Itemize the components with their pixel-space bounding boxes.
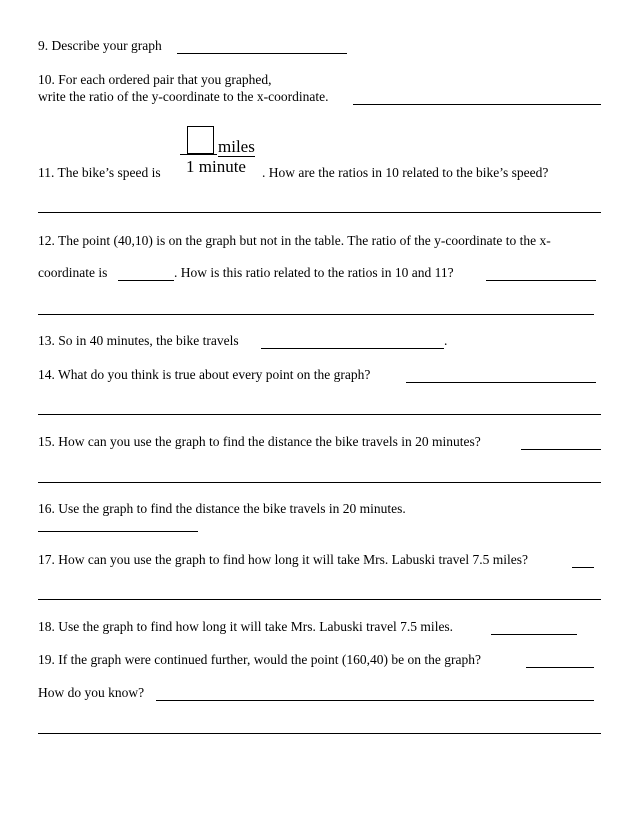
question-15: 15. How can you use the graph to find the distance the bike travels in 20 minutes? — [38, 434, 481, 449]
question-12-line1: 12. The point (40,10) is on the graph but not in the table. The ratio of the y-coordinate to the x- — [38, 233, 551, 248]
question-14: 14. What do you think is true about every point on the graph? — [38, 367, 371, 382]
answer-line-14a[interactable] — [406, 382, 596, 383]
question-12-line2b: . How is this ratio related to the ratios in 10 and 11? — [174, 265, 454, 280]
answer-line-10[interactable] — [353, 104, 601, 105]
answer-line-17b[interactable] — [38, 599, 601, 600]
unit-miles: miles — [218, 137, 255, 156]
question-17: 17. How can you use the graph to find how long it will take Mrs. Labuski travel 7.5 miles? — [38, 552, 529, 567]
question-18: 18. Use the graph to find how long it will take Mrs. Labuski travel 7.5 miles. — [38, 619, 454, 634]
answer-line-17a[interactable] — [572, 567, 594, 568]
unit-minute: 1 minute — [186, 157, 246, 176]
question-12-line2a: coordinate is — [38, 265, 108, 280]
question-9: 9. Describe your graph — [38, 38, 162, 53]
question-16: 16. Use the graph to find the distance the bike travels in 20 minutes. — [38, 501, 406, 516]
answer-line-18[interactable] — [491, 634, 577, 635]
answer-line-15b[interactable] — [38, 482, 601, 483]
speed-answer-box[interactable] — [187, 126, 214, 154]
answer-line-16[interactable] — [38, 531, 198, 532]
answer-line-19c[interactable] — [38, 733, 601, 734]
answer-line-11[interactable] — [38, 212, 601, 213]
answer-line-14b[interactable] — [38, 414, 601, 415]
answer-line-19a[interactable] — [526, 667, 594, 668]
fraction-bar-left — [180, 154, 217, 155]
answer-line-13[interactable] — [261, 348, 444, 349]
question-19-line1: 19. If the graph were continued further, would the point (160,40) be on the graph? — [38, 652, 481, 667]
answer-line-19b[interactable] — [156, 700, 594, 701]
question-11-suffix: . How are the ratios in 10 related to the bike’s speed? — [262, 165, 549, 180]
answer-line-12c[interactable] — [38, 314, 594, 315]
question-13: 13. So in 40 minutes, the bike travels — [38, 333, 239, 348]
answer-line-12b[interactable] — [486, 280, 596, 281]
question-19-line2: How do you know? — [38, 685, 145, 700]
question-10-line2: write the ratio of the y-coordinate to the x-coordinate. — [38, 89, 329, 104]
answer-line-15a[interactable] — [521, 449, 601, 450]
question-13-period: . — [444, 333, 448, 348]
answer-line-12a[interactable] — [118, 280, 174, 281]
answer-line-9[interactable] — [177, 53, 347, 54]
question-10-line1: 10. For each ordered pair that you graphed, — [38, 72, 272, 87]
question-11-prefix: 11. The bike’s speed is — [38, 165, 161, 180]
